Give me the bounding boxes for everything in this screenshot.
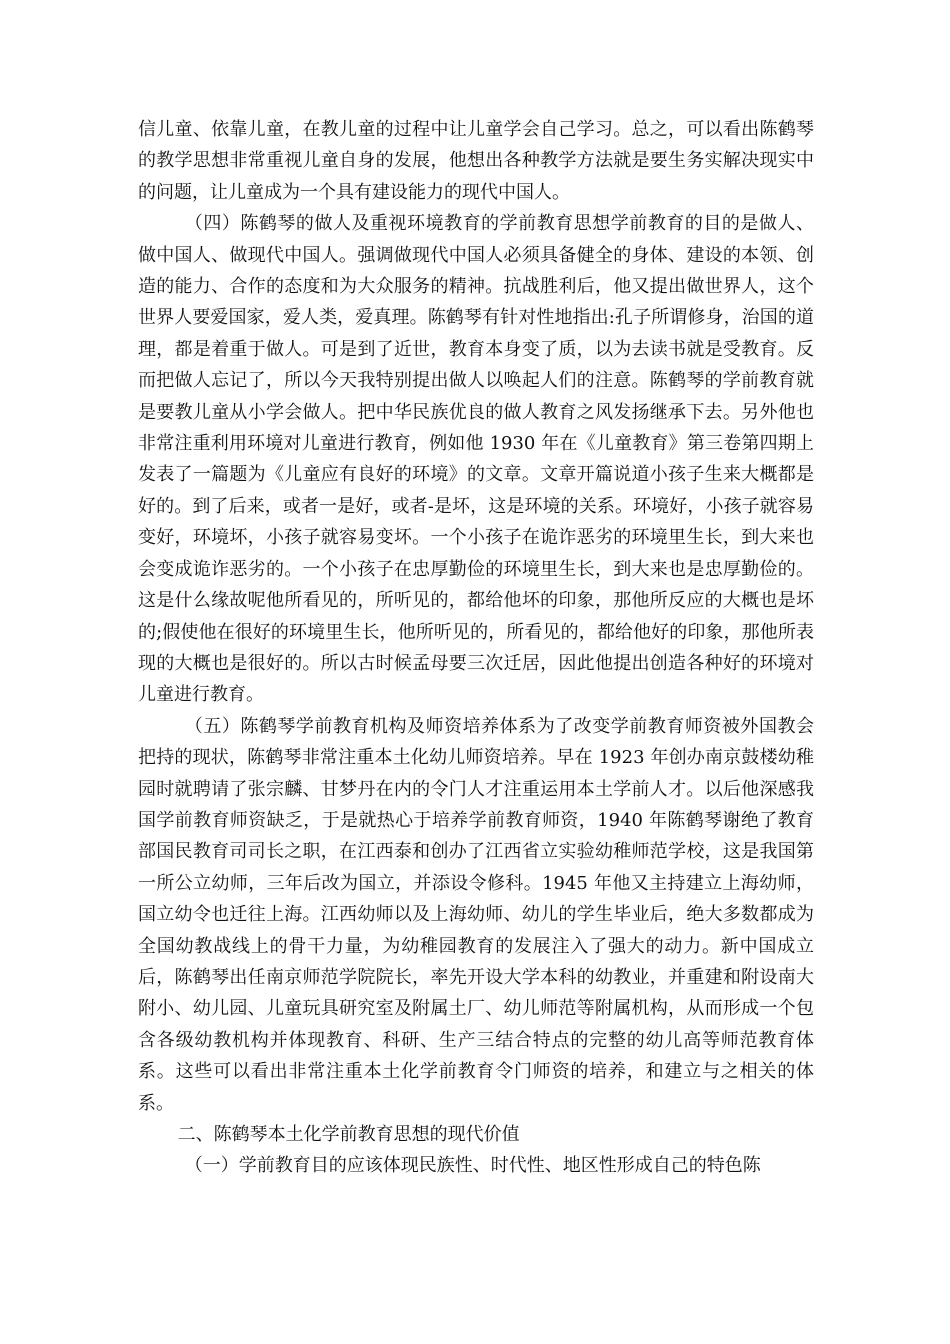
paragraph-section-four: （四）陈鹤琴的做人及重视环境教育的学前教育思想学前教育的目的是做人、做中国人、做现代中国人。强调做现代中国人必须具备健全的身体、建设的本领、创造的能力、合作的态度和为大众服务的精神。抗战胜利后，他又提出做世界人，这个世界人要爱国家，爱人类，爱真理。陈鹤琴有针对性地指出:孔子所谓修身，治国的道理，都是着重于做人。可是到了近世，教育本身变了质，以为去读书就是受教育。反而把做人忘记了，所以今天我特别提出做人以唤起人们的注意。陈鹤琴的学前教育就是要教儿童从小学会做人。把中华民族优良的做人教育之风发扬继承下去。另外他也非常注重利用环境对儿童进行教育，例如他 1930 年在《儿童教育》第三卷第四期上发表了一篇题为《儿童应有良好的环境》的文章。文章开篇说道小孩子生来大概都是好的。到了后来，或者一是好，或者-是坏，这是环境的关系。环境好，小孩子就容易变好，环境坏，小孩子就容易变坏。一个小孩子在诡诈恶劣的环境里生长，到大来也会变成诡诈恶劣的。一个小孩子在忠厚勤俭的环境里生长，到大来也是忠厚勤俭的。这是什么缘故呢他所看见的，所听见的，都给他坏的印象，那他所反应的大概也是坏的;假使他在很好的环境里生长，他所听见的，所看见的，都给他好的印象，那他所表现的大概也是很好的。所以古时候孟母要三次迁居，因此他提出创造各种好的环境对儿童进行教育。 xyxy=(138,213,814,706)
section-heading-two: 二、陈鹤琴本土化学前教育思想的现代价值 xyxy=(177,1124,520,1145)
paragraph-continuation: 信儿童、依靠儿童，在教儿童的过程中让儿童学会自己学习。总之，可以看出陈鹤琴的教学思想非常重视儿童自身的发展，他想出各种教学方法就是要生务实解决现实中的问题，让儿童成为一个具有建设能力的现代中国人。 xyxy=(138,119,814,203)
paragraph-section-five: （五）陈鹤琴学前教育机构及师资培养体系为了改变学前教育师资被外国教会把持的现状，陈鹤琴非常注重本土化幼儿师资培养。早在 1923 年创办南京鼓楼幼稚园时就聘请了张宗麟、甘梦丹在内的令门人才注重运用本土学前人才。以后他深感我国学前教育师资缺乏，于是就热心于培养学前教育师资，1940 年陈鹤琴谢绝了教育部国民教育司司长之职，在江西泰和创办了江西省立实验幼稚师范学校，这是我国第一所公立幼师，三年后改为国立，并添设令修科。1945 年他又主持建立上海幼师，国立幼令也迁往上海。江西幼师以及上海幼师、幼儿的学生毕业后，绝大多数都成为全国幼教战线上的骨干力量，为幼稚园教育的发展注入了强大的动力。新中国成立后，陈鹤琴出任南京师范学院院长，率先开设大学本科的幼教业，并重建和附设南大附小、幼儿园、儿童玩具研究室及附属土厂、幼儿师范等附属机构，从而形成一个包含各级幼教机构并体现教育、科研、生产三结合特点的完整的幼儿高等师范教育体系。这些可以看出非常注重本土化学前教育令门师资的培养，和建立与之相关的体系。 xyxy=(138,715,814,1114)
document-page xyxy=(138,114,814,1182)
paragraph-subsection-one: （一）学前教育目的应该体现民族性、时代性、地区性形成自己的特色陈 xyxy=(184,1155,761,1177)
